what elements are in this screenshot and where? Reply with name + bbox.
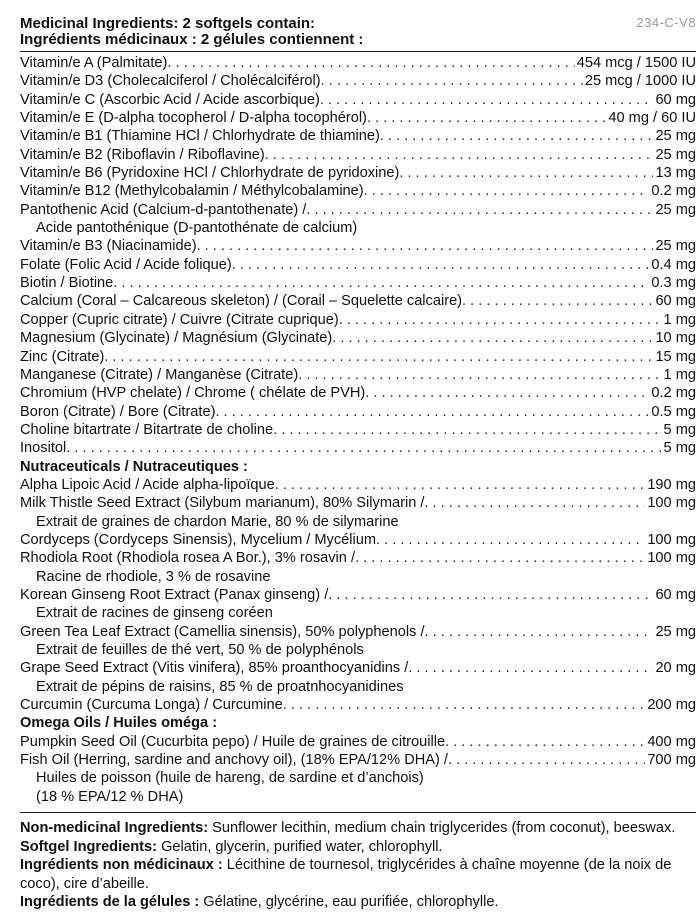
ingredient-name: Vitamin/e D3 (Cholecalciferol / Cholécalciférol): [20, 73, 321, 90]
ingredient-name: Biotin / Biotine: [20, 275, 114, 292]
ingredient-amount: 10 mg: [655, 330, 696, 347]
ingredient-translation: Racine de rhodiole, 3 % de rosavine: [36, 568, 271, 585]
ingredient-name: Magnesium (Glycinate) / Magnésium (Glycinate): [20, 330, 333, 347]
ingredient-row: [20, 54, 696, 72]
dot-leader: [328, 586, 653, 604]
dot-leader: [298, 366, 661, 384]
ingredient-row: [20, 72, 696, 90]
ingredient-amount: 0.2 mg: [651, 183, 696, 200]
ingredient-row: [20, 182, 696, 200]
ingredients-panel: [20, 16, 696, 912]
ingredient-row: [20, 164, 696, 182]
ingredient-row: [20, 201, 696, 219]
ingredient-row: [20, 421, 696, 439]
ingredient-translation: Extrait de graines de chardon Marie, 80 % de silymarine: [36, 513, 399, 530]
ingredient-amount: 100 mg: [647, 531, 696, 548]
dot-leader: [376, 531, 645, 549]
ingredient-amount: 25 mg: [655, 238, 696, 255]
ingredient-translation: Extrait de racines de ginseng coréen: [36, 605, 273, 622]
ingredient-name: Vitamin/e B1 (Thiamine HCl / Chlorhydrate de thiamine): [20, 128, 380, 145]
ingredient-name: Vitamin/e C (Ascorbic Acid / Acide ascorbique): [20, 91, 320, 108]
ingredient-row: [20, 696, 696, 714]
ingredient-name: Grape Seed Extract (Vitis vinifera), 85% proanthocyanidins /: [20, 660, 409, 677]
ingredient-name: Vitamin/e B2 (Riboflavin / Riboflavine): [20, 146, 265, 163]
note-text: Sunflower lecithin, medium chain triglycerides (from coconut), beeswax.: [208, 820, 676, 837]
dot-leader: [275, 476, 646, 494]
ingredient-name: Pantothenic Acid (Calcium-d-pantothenate) /: [20, 201, 307, 218]
bottom-rule: [20, 812, 696, 813]
ingredient-name: Vitamin/e A (Palmitate): [20, 55, 168, 71]
ingredient-row: [20, 733, 696, 751]
ingredient-name: Folate (Folic Acid / Acide folique): [20, 256, 232, 273]
dot-leader: [232, 256, 650, 274]
dot-leader: [380, 127, 654, 145]
section-heading: Omega Oils / Huiles oméga :: [20, 715, 218, 732]
dot-leader: [167, 54, 574, 72]
dot-leader: [365, 384, 649, 402]
ingredient-amount: 5 mg: [663, 421, 696, 438]
ingredient-row: [20, 146, 696, 164]
ingredient-amount: 25 mg: [655, 623, 696, 640]
note-label: Ingrédients non médicinaux :: [20, 857, 223, 874]
ingredient-name: Fish Oil (Herring, sardine and anchovy oil), (18% EPA/12% DHA) /: [20, 752, 448, 769]
dot-leader: [215, 403, 649, 421]
ingredient-row: [20, 348, 696, 366]
ingredient-amount: 0.5 mg: [651, 403, 696, 420]
ingredient-name: Cordyceps (Cordyceps Sinensis), Mycelium / Mycélium: [20, 531, 377, 548]
dot-leader: [104, 348, 653, 366]
ingredient-name: Vitamin/e E (D-alpha tocopherol / D-alpha tocophérol): [20, 110, 367, 127]
ingredient-row: [20, 659, 696, 677]
ingredient-amount: 20 mg: [655, 660, 696, 677]
ingredient-amount: 25 mg: [655, 128, 696, 145]
ingredient-amount: 60 mg: [655, 293, 696, 310]
panel-header: [20, 16, 696, 48]
header-english: Medicinal Ingredients: 2 softgels contain:: [20, 15, 316, 32]
ingredient-translation: Extrait de pépins de raisins, 85 % de proatnhocyanidines: [36, 678, 404, 695]
other-ingredients: [20, 819, 696, 912]
ingredient-row: [20, 366, 696, 384]
ingredient-name: Vitamin/e B12 (Methylcobalamin / Méthylcobalamine): [20, 183, 364, 200]
ingredient-list: [20, 52, 696, 806]
ingredient-name: Boron (Citrate) / Bore (Citrate): [20, 403, 216, 420]
ingredient-amount: 190 mg: [647, 476, 696, 493]
ingredient-amount: 400 mg: [647, 733, 696, 750]
dot-leader: [367, 109, 606, 127]
ingredient-row: [20, 476, 696, 494]
ingredient-name: Choline bitartrate / Bitartrate de choline: [20, 421, 274, 438]
dot-leader: [364, 182, 650, 200]
ingredient-amount: 60 mg: [655, 91, 696, 108]
ingredient-row: [20, 256, 696, 274]
ingredient-note: [20, 893, 696, 912]
dot-leader: [399, 164, 653, 182]
ingredient-name: Inositol: [20, 440, 67, 457]
ingredient-amount: 1 mg: [663, 311, 696, 328]
ingredient-amount: 60 mg: [655, 586, 696, 603]
ingredient-amount: 15 mg: [655, 348, 696, 365]
dot-leader: [332, 329, 653, 347]
ingredient-amount: 0.4 mg: [651, 256, 696, 273]
ingredient-translation: Acide pantothénique (D-pantothénate de calcium): [36, 220, 358, 237]
note-label: Ingrédients de la gélules :: [20, 894, 200, 911]
header-french: Ingrédients médicinaux : 2 gélules contiennent :: [20, 31, 364, 48]
dot-leader: [265, 146, 654, 164]
ingredient-amount: 0.2 mg: [651, 385, 696, 402]
ingredient-row: [20, 751, 696, 769]
product-code: 234-C-V8: [636, 15, 696, 30]
ingredient-row: [20, 274, 696, 292]
dot-leader: [273, 421, 661, 439]
ingredient-translation: Huiles de poisson (huile de hareng, de sardine et d’anchois): [36, 770, 424, 787]
dot-leader: [424, 494, 645, 512]
ingredient-name: Alpha Lipoic Acid / Acide alpha-lipoïque: [20, 476, 275, 493]
ingredient-name: Calcium (Coral – Calcareous skeleton) / (Corail – Squelette calcaire): [20, 293, 463, 310]
ingredient-translation: (18 % EPA/12 % DHA): [36, 788, 184, 805]
ingredient-amount: 25 mcg / 1000 IU: [584, 73, 696, 90]
ingredient-amount: 700 mg: [647, 752, 696, 769]
dot-leader: [306, 201, 653, 219]
note-text: Gelatin, glycerin, purified water, chlorophyll.: [157, 838, 443, 855]
ingredient-amount: 40 mg / 60 IU: [608, 110, 696, 127]
dot-leader: [448, 751, 645, 769]
dot-leader: [408, 659, 653, 677]
ingredient-row: [20, 623, 696, 641]
dot-leader: [462, 292, 653, 310]
section-heading: Nutraceuticals / Nutraceutiques :: [20, 458, 248, 475]
ingredient-note: [20, 838, 696, 857]
ingredient-row: [20, 292, 696, 310]
note-text: Gélatine, glycérine, eau purifiée, chlorophylle.: [199, 894, 499, 911]
ingredient-name: Milk Thistle Seed Extract (Silybum marianum), 80% Silymarin /: [20, 495, 425, 512]
ingredient-note: [20, 856, 696, 893]
ingredient-note: [20, 819, 696, 838]
ingredient-name: Rhodiola Root (Rhodiola rosea A Bor.), 3% rosavin /: [20, 550, 356, 567]
note-label: Non-medicinal Ingredients:: [20, 820, 209, 837]
ingredient-name: Copper (Cupric citrate) / Cuivre (Citrate cuprique): [20, 311, 339, 328]
ingredient-translation: Extrait de feuilles de thé vert, 50 % de polyphénols: [36, 642, 364, 658]
ingredient-name: Green Tea Leaf Extract (Camellia sinensis), 50% polyphenols /: [20, 623, 425, 640]
ingredient-amount: 454 mcg / 1500 IU: [576, 55, 696, 71]
ingredient-row: [20, 384, 696, 402]
ingredient-amount: 13 mg: [655, 165, 696, 182]
ingredient-name: Vitamin/e B3 (Niacinamide): [20, 238, 197, 255]
ingredient-row: [20, 531, 696, 549]
ingredient-amount: 200 mg: [647, 697, 696, 714]
ingredient-row: [20, 127, 696, 145]
ingredient-row: [20, 311, 696, 329]
note-text: Lécithine de tournesol, triglycérides à chaîne moyenne (de la noix de coco), cire d’abeille.: [20, 857, 672, 892]
ingredient-row: [20, 439, 696, 457]
ingredient-amount: 0.3 mg: [651, 275, 696, 292]
dot-leader: [425, 623, 654, 641]
ingredient-row: [20, 91, 696, 109]
dot-leader: [283, 696, 646, 714]
ingredient-amount: 100 mg: [647, 550, 696, 567]
ingredient-row: [20, 237, 696, 255]
ingredient-name: Korean Ginseng Root Extract (Panax ginseng) /: [20, 586, 329, 603]
ingredient-amount: 25 mg: [655, 146, 696, 163]
dot-leader: [66, 439, 661, 457]
ingredient-name: Pumpkin Seed Oil (Cucurbita pepo) / Huile de graines de citrouille: [20, 733, 446, 750]
dot-leader: [321, 72, 583, 90]
dot-leader: [339, 311, 662, 329]
dot-leader: [445, 733, 645, 751]
ingredient-name: Zinc (Citrate): [20, 348, 105, 365]
ingredient-row: [20, 494, 696, 512]
dot-leader: [355, 549, 645, 567]
ingredient-row: [20, 549, 696, 567]
ingredient-amount: 1 mg: [663, 366, 696, 383]
note-label: Softgel Ingredients:: [20, 838, 158, 855]
ingredient-amount: 5 mg: [663, 440, 696, 457]
ingredient-name: Chromium (HVP chelate) / Chrome ( chélate de PVH): [20, 385, 366, 402]
dot-leader: [320, 91, 654, 109]
ingredient-row: [20, 403, 696, 421]
dot-leader: [197, 237, 654, 255]
ingredient-row: [20, 586, 696, 604]
ingredient-name: Curcumin (Curcuma Longa) / Curcumine: [20, 697, 283, 714]
ingredient-amount: 25 mg: [655, 201, 696, 218]
ingredient-row: [20, 329, 696, 347]
ingredient-name: Manganese (Citrate) / Manganèse (Citrate): [20, 366, 299, 383]
ingredient-name: Vitamin/e B6 (Pyridoxine HCl / Chlorhydrate de pyridoxine): [20, 165, 400, 182]
ingredient-row: [20, 109, 696, 127]
ingredient-amount: 100 mg: [647, 495, 696, 512]
dot-leader: [113, 274, 649, 292]
